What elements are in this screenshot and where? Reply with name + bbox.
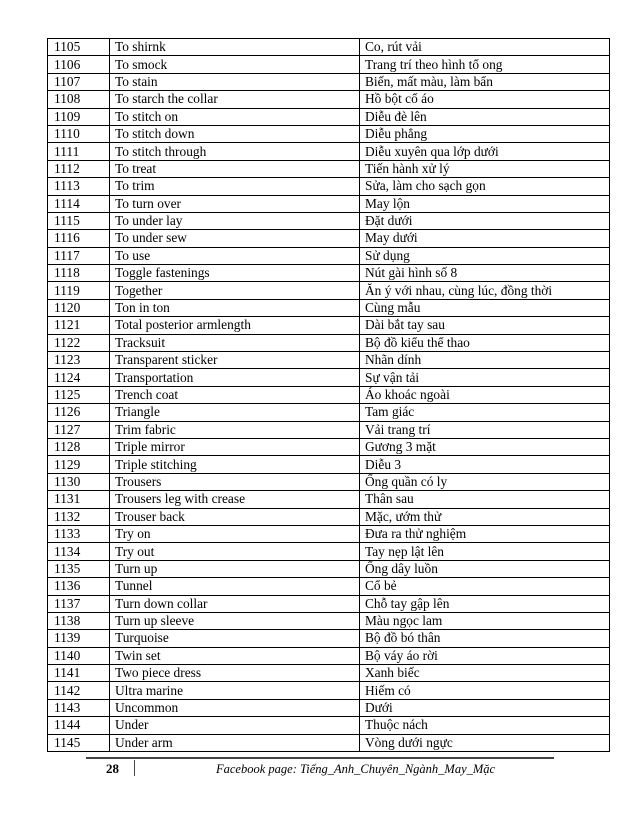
vietnamese-term: Cổ bẻ xyxy=(360,578,610,595)
page-footer xyxy=(86,757,554,779)
term-number: 1126 xyxy=(48,404,110,421)
footer-text: Facebook page: Tiếng_Anh_Chuyên_Ngành_May_Mặc xyxy=(216,762,496,776)
vietnamese-term: Nút gài hình số 8 xyxy=(360,265,610,282)
vietnamese-term: Bộ váy áo rời xyxy=(360,647,610,664)
english-term: Turn up sleeve xyxy=(110,612,360,629)
term-number: 1118 xyxy=(48,265,110,282)
vietnamese-term: Cùng mẫu xyxy=(360,299,610,316)
vietnamese-term: Trang trí theo hình tổ ong xyxy=(360,56,610,73)
table-row xyxy=(48,734,610,751)
vietnamese-term: Chỗ tay gập lên xyxy=(360,595,610,612)
term-number: 1107 xyxy=(48,73,110,90)
term-number: 1134 xyxy=(48,543,110,560)
term-number: 1127 xyxy=(48,421,110,438)
table-row xyxy=(48,665,610,682)
term-number: 1122 xyxy=(48,334,110,351)
table-row xyxy=(48,352,610,369)
term-number: 1143 xyxy=(48,699,110,716)
vietnamese-term: Gương 3 mặt xyxy=(360,438,610,455)
english-term: Uncommon xyxy=(110,699,360,716)
vietnamese-term: May dưới xyxy=(360,230,610,247)
english-term: Triple mirror xyxy=(110,438,360,455)
english-term: To turn over xyxy=(110,195,360,212)
table-row xyxy=(48,108,610,125)
vietnamese-term: Đặt dưới xyxy=(360,212,610,229)
vietnamese-term: Thuộc nách xyxy=(360,717,610,734)
english-term: Toggle fastenings xyxy=(110,265,360,282)
table-row xyxy=(48,717,610,734)
table-row xyxy=(48,595,610,612)
term-number: 1108 xyxy=(48,91,110,108)
term-number: 1124 xyxy=(48,369,110,386)
english-term: To trim xyxy=(110,178,360,195)
english-term: Tunnel xyxy=(110,578,360,595)
table-row xyxy=(48,578,610,595)
english-term: To stitch through xyxy=(110,143,360,160)
term-number: 1129 xyxy=(48,456,110,473)
vietnamese-term: Tam giác xyxy=(360,404,610,421)
english-term: Trouser back xyxy=(110,508,360,525)
term-number: 1117 xyxy=(48,247,110,264)
english-term: To stitch on xyxy=(110,108,360,125)
vietnamese-term: May lộn xyxy=(360,195,610,212)
english-term: Two piece dress xyxy=(110,665,360,682)
table-row xyxy=(48,404,610,421)
table-row xyxy=(48,421,610,438)
term-number: 1121 xyxy=(48,317,110,334)
english-term: To shirnk xyxy=(110,39,360,56)
term-number: 1130 xyxy=(48,473,110,490)
table-row xyxy=(48,491,610,508)
table-row xyxy=(48,612,610,629)
vietnamese-term: Ống quần có ly xyxy=(360,473,610,490)
term-number: 1137 xyxy=(48,595,110,612)
english-term: Try on xyxy=(110,525,360,542)
term-number: 1131 xyxy=(48,491,110,508)
table-row xyxy=(48,230,610,247)
glossary-table xyxy=(47,38,610,752)
english-term: To smock xyxy=(110,56,360,73)
term-number: 1112 xyxy=(48,160,110,177)
english-term: Trousers leg with crease xyxy=(110,491,360,508)
term-number: 1120 xyxy=(48,299,110,316)
english-term: Try out xyxy=(110,543,360,560)
term-number: 1125 xyxy=(48,386,110,403)
table-row xyxy=(48,160,610,177)
english-term: Together xyxy=(110,282,360,299)
english-term: To under lay xyxy=(110,212,360,229)
vietnamese-term: Dưới xyxy=(360,699,610,716)
english-term: To under sew xyxy=(110,230,360,247)
term-number: 1144 xyxy=(48,717,110,734)
vietnamese-term: Nhãn dính xyxy=(360,352,610,369)
term-number: 1109 xyxy=(48,108,110,125)
vietnamese-term: Tiến hành xử lý xyxy=(360,160,610,177)
table-row xyxy=(48,456,610,473)
term-number: 1140 xyxy=(48,647,110,664)
vietnamese-term: Hiếm có xyxy=(360,682,610,699)
term-number: 1111 xyxy=(48,143,110,160)
table-row xyxy=(48,143,610,160)
vietnamese-term: Áo khoác ngoài xyxy=(360,386,610,403)
table-row xyxy=(48,56,610,73)
english-term: Triangle xyxy=(110,404,360,421)
term-number: 1136 xyxy=(48,578,110,595)
footer-separator xyxy=(134,760,135,776)
english-term: To treat xyxy=(110,160,360,177)
vietnamese-term: Bộ đồ bó thân xyxy=(360,630,610,647)
vietnamese-term: Diễu 3 xyxy=(360,456,610,473)
vietnamese-term: Vải trang trí xyxy=(360,421,610,438)
vietnamese-term: Ăn ý với nhau, cùng lúc, đồng thời xyxy=(360,282,610,299)
english-term: Triple stitching xyxy=(110,456,360,473)
vietnamese-term: Xanh biếc xyxy=(360,665,610,682)
vietnamese-term: Diễu phẳng xyxy=(360,125,610,142)
table-row xyxy=(48,508,610,525)
term-number: 1105 xyxy=(48,39,110,56)
table-row xyxy=(48,265,610,282)
english-term: Ultra marine xyxy=(110,682,360,699)
term-number: 1135 xyxy=(48,560,110,577)
term-number: 1114 xyxy=(48,195,110,212)
glossary-body xyxy=(48,39,610,752)
vietnamese-term: Màu ngọc lam xyxy=(360,612,610,629)
table-row xyxy=(48,125,610,142)
english-term: Total posterior armlength xyxy=(110,317,360,334)
term-number: 1139 xyxy=(48,630,110,647)
vietnamese-term: Ống dây luồn xyxy=(360,560,610,577)
term-number: 1115 xyxy=(48,212,110,229)
english-term: Trousers xyxy=(110,473,360,490)
english-term: To starch the collar xyxy=(110,91,360,108)
table-row xyxy=(48,39,610,56)
english-term: Trim fabric xyxy=(110,421,360,438)
table-row xyxy=(48,212,610,229)
table-row xyxy=(48,473,610,490)
vietnamese-term: Diễu xuyên qua lớp dưới xyxy=(360,143,610,160)
table-row xyxy=(48,699,610,716)
table-row xyxy=(48,525,610,542)
english-term: Turn up xyxy=(110,560,360,577)
footer-rule xyxy=(86,757,554,759)
table-row xyxy=(48,369,610,386)
table-row xyxy=(48,386,610,403)
term-number: 1138 xyxy=(48,612,110,629)
vietnamese-term: Sự vận tải xyxy=(360,369,610,386)
english-term: To stain xyxy=(110,73,360,90)
table-row xyxy=(48,560,610,577)
page-number: 28 xyxy=(106,761,119,776)
english-term: Tracksuit xyxy=(110,334,360,351)
term-number: 1123 xyxy=(48,352,110,369)
term-number: 1142 xyxy=(48,682,110,699)
english-term: To use xyxy=(110,247,360,264)
table-row xyxy=(48,195,610,212)
english-term: Transparent sticker xyxy=(110,352,360,369)
table-row xyxy=(48,247,610,264)
vietnamese-term: Biến, mất màu, làm bẩn xyxy=(360,73,610,90)
vietnamese-term: Sửa, làm cho sạch gọn xyxy=(360,178,610,195)
english-term: Turn down collar xyxy=(110,595,360,612)
english-term: Under arm xyxy=(110,734,360,751)
term-number: 1110 xyxy=(48,125,110,142)
term-number: 1132 xyxy=(48,508,110,525)
term-number: 1119 xyxy=(48,282,110,299)
table-row xyxy=(48,91,610,108)
vietnamese-term: Tay nẹp lật lên xyxy=(360,543,610,560)
table-row xyxy=(48,647,610,664)
vietnamese-term: Diễu đè lên xyxy=(360,108,610,125)
term-number: 1113 xyxy=(48,178,110,195)
table-row xyxy=(48,73,610,90)
english-term: Under xyxy=(110,717,360,734)
vietnamese-term: Vòng dưới ngực xyxy=(360,734,610,751)
table-row xyxy=(48,178,610,195)
english-term: Trench coat xyxy=(110,386,360,403)
vietnamese-term: Hồ bột cổ áo xyxy=(360,91,610,108)
term-number: 1145 xyxy=(48,734,110,751)
english-term: To stitch down xyxy=(110,125,360,142)
table-row xyxy=(48,334,610,351)
table-row xyxy=(48,682,610,699)
term-number: 1116 xyxy=(48,230,110,247)
english-term: Transportation xyxy=(110,369,360,386)
english-term: Ton in ton xyxy=(110,299,360,316)
vietnamese-term: Co, rút vải xyxy=(360,39,610,56)
term-number: 1106 xyxy=(48,56,110,73)
term-number: 1141 xyxy=(48,665,110,682)
vietnamese-term: Thân sau xyxy=(360,491,610,508)
table-row xyxy=(48,438,610,455)
vietnamese-term: Bộ đồ kiểu thể thao xyxy=(360,334,610,351)
table-row xyxy=(48,630,610,647)
table-row xyxy=(48,317,610,334)
table-row xyxy=(48,282,610,299)
table-row xyxy=(48,299,610,316)
vietnamese-term: Mặc, ướm thử xyxy=(360,508,610,525)
term-number: 1133 xyxy=(48,525,110,542)
table-row xyxy=(48,543,610,560)
english-term: Turquoise xyxy=(110,630,360,647)
term-number: 1128 xyxy=(48,438,110,455)
vietnamese-term: Dài bắt tay sau xyxy=(360,317,610,334)
vietnamese-term: Sử dụng xyxy=(360,247,610,264)
english-term: Twin set xyxy=(110,647,360,664)
vietnamese-term: Đưa ra thử nghiệm xyxy=(360,525,610,542)
